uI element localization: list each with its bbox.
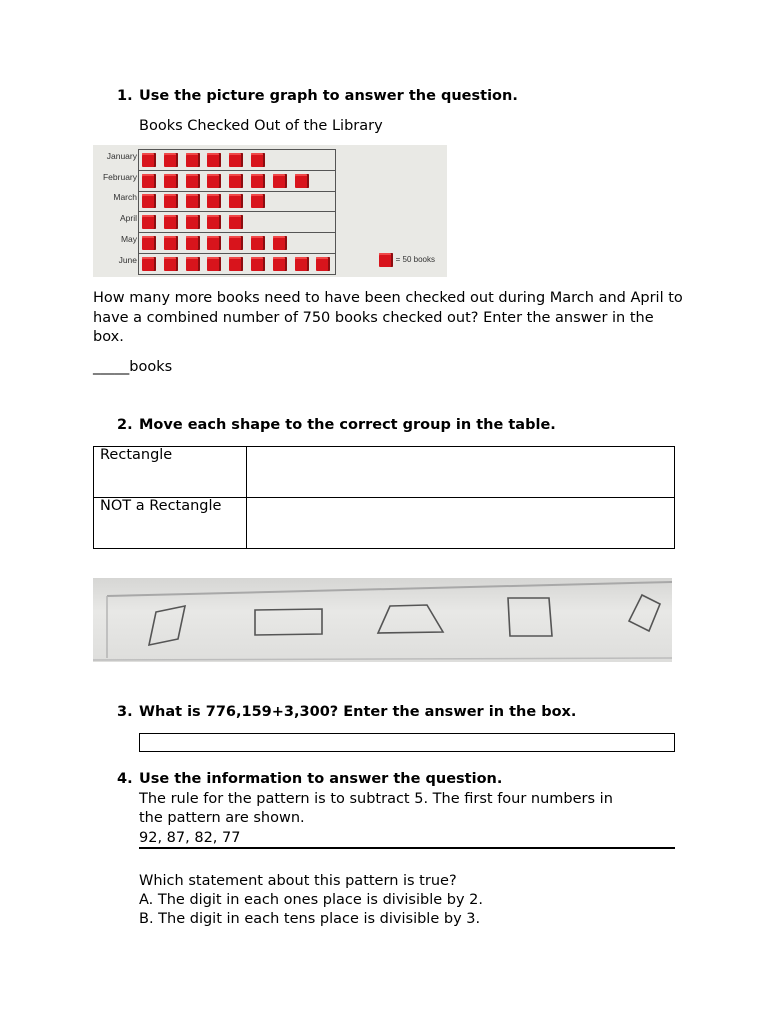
book-icon — [207, 174, 221, 188]
month-label-january: January — [106, 151, 137, 161]
book-icon — [229, 236, 243, 250]
book-icon — [229, 174, 243, 188]
q4-sequence: 92, 87, 82, 77 — [139, 830, 241, 846]
q4-rule-line2: the pattern are shown. — [139, 810, 305, 826]
square-shape[interactable] — [508, 598, 552, 636]
book-icon — [186, 236, 200, 250]
tilted-square-shape[interactable] — [629, 595, 660, 631]
book-icon — [164, 257, 178, 271]
strip-edge-top — [107, 582, 672, 596]
book-icon — [273, 236, 287, 250]
q1-question: How many more books need to have been checked out during March and April to have a combined number of 750 books checked out? Enter the answer in the box. — [93, 290, 683, 345]
drop-zone-rectangle[interactable] — [247, 447, 675, 498]
book-icon — [207, 236, 221, 250]
book-icon — [164, 215, 178, 229]
graph-key — [379, 253, 435, 267]
book-icon — [207, 257, 221, 271]
book-icon — [207, 194, 221, 208]
table-row — [94, 447, 675, 498]
q4-rule-line1: The rule for the pattern is to subtract 5. The first four numbers in — [139, 791, 613, 807]
book-icon — [186, 215, 200, 229]
q4-prompt: Which statement about this pattern is true? — [139, 873, 457, 889]
q1-number: 1. — [117, 88, 133, 104]
book-icon — [164, 153, 178, 167]
book-icon — [164, 174, 178, 188]
book-icon — [229, 153, 243, 167]
drop-zone-not-rectangle[interactable] — [247, 498, 675, 549]
q2-number: 2. — [117, 417, 133, 433]
picture-graph-grid — [138, 149, 336, 275]
book-icon — [379, 253, 393, 267]
book-icon — [186, 153, 200, 167]
graph-title: Books Checked Out of the Library — [139, 118, 383, 134]
book-icon — [142, 215, 156, 229]
month-label-may: May — [120, 233, 137, 244]
shape-bank-drawing — [93, 578, 672, 662]
q3-title: What is 776,159+3,300? Enter the answer in the box. — [139, 704, 577, 720]
q3-number: 3. — [117, 704, 133, 720]
shape-bank — [93, 578, 672, 662]
book-icon — [251, 236, 265, 250]
book-icon — [273, 257, 287, 271]
month-label-february: February — [102, 171, 137, 182]
trapezoid-shape[interactable] — [378, 605, 443, 633]
strip-edge-bottom — [93, 658, 672, 660]
q1-title: Use the picture graph to answer the question. — [139, 88, 518, 104]
book-icon — [164, 236, 178, 250]
book-icon — [316, 257, 330, 271]
book-icon — [142, 194, 156, 208]
book-icon — [207, 153, 221, 167]
q4-option-b[interactable]: B. The digit in each tens place is divisible by 3. — [139, 911, 481, 927]
book-icon — [186, 257, 200, 271]
book-icon — [142, 174, 156, 188]
q2-title: Move each shape to the correct group in the table. — [139, 417, 556, 433]
book-icon — [142, 257, 156, 271]
book-icon — [251, 194, 265, 208]
q4-title: Use the information to answer the question. — [139, 771, 503, 787]
book-icon — [186, 194, 200, 208]
row-label-not-rectangle: NOT a Rectangle — [94, 498, 247, 549]
book-icon — [142, 236, 156, 250]
book-icon — [207, 215, 221, 229]
picture-graph — [93, 145, 447, 277]
book-icon — [229, 215, 243, 229]
book-icon — [295, 257, 309, 271]
book-icon — [186, 174, 200, 188]
q4-number: 4. — [117, 771, 133, 787]
rectangle-shape[interactable] — [255, 609, 322, 635]
divider-line — [139, 847, 675, 849]
row-label-rectangle: Rectangle — [94, 447, 247, 498]
book-icon — [142, 153, 156, 167]
book-icon — [251, 174, 265, 188]
month-label-march: March — [113, 192, 137, 203]
q1-answer-line[interactable]: _____books — [93, 359, 173, 375]
q4-option-a[interactable]: A. The digit in each ones place is divisible by 2. — [139, 892, 483, 908]
book-icon — [164, 194, 178, 208]
parallelogram-shape[interactable] — [149, 606, 185, 645]
book-icon — [251, 257, 265, 271]
book-icon — [229, 257, 243, 271]
month-label-june: June — [118, 254, 137, 265]
book-icon — [295, 174, 309, 188]
month-label-april: April — [119, 213, 137, 224]
book-icon — [251, 153, 265, 167]
graph-key-text: = 50 books — [395, 255, 435, 265]
book-icon — [273, 174, 287, 188]
shape-group-table — [93, 446, 675, 549]
table-row — [94, 498, 675, 549]
q3-answer-box[interactable] — [139, 733, 675, 752]
book-icon — [229, 194, 243, 208]
